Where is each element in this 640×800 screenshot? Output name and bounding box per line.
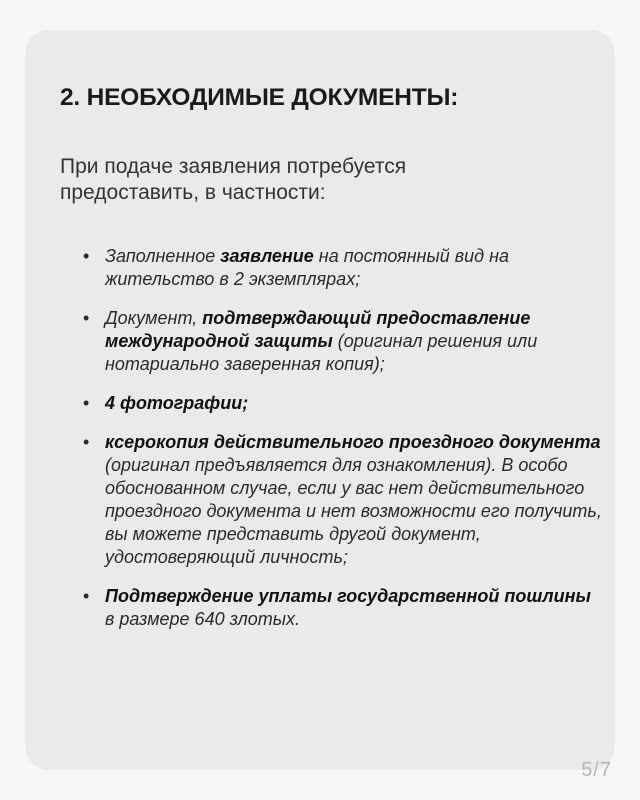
bullet-icon: • (83, 393, 90, 413)
section-title: 2. НЕОБХОДИМЫЕ ДОКУМЕНТЫ: (60, 84, 459, 111)
intro-text: При подаче заявления потребуется предоставить, в частности: (60, 155, 407, 204)
item-text-after: на постоянный вид на жительство в 2 экземплярах; (105, 246, 509, 289)
bullet-icon: • (83, 586, 90, 606)
item-text-bold: подтверждающий предоставление международной защиты (105, 308, 531, 351)
item-text-bold: Подтверждение уплаты государственной пошлины (105, 586, 591, 606)
item-text-after: (оригинал решения или нотариально заверенная копия); (105, 331, 538, 374)
item-text-after: в размере 640 злотых. (105, 609, 300, 629)
page-counter: 5/7 (581, 759, 612, 781)
bullet-icon: • (83, 308, 90, 328)
item-text-bold: заявление (220, 246, 314, 266)
list-item-fee-payment (83, 585, 603, 631)
item-text-bold: ксерокопия действительного проездного документа (105, 432, 601, 452)
list-item-protection-document (83, 307, 603, 376)
item-text-before: Заполненное (105, 246, 221, 266)
list-item-photos (83, 392, 603, 415)
bullet-icon: • (83, 246, 90, 266)
bullet-icon: • (83, 432, 90, 452)
item-text-bold: 4 фотографии; (105, 393, 249, 413)
required-documents-list (83, 245, 603, 631)
list-item-travel-document (83, 431, 603, 569)
item-text-before: Документ, (105, 308, 203, 328)
item-text-after: (оригинал предъявляется для ознакомления). В особо обоснованном случае, если у вас нет действительного проездного документа и нет возможности его получить, вы можете представить другой документ, удостоверяющий личность; (105, 455, 602, 567)
list-item-application-form (83, 245, 603, 291)
